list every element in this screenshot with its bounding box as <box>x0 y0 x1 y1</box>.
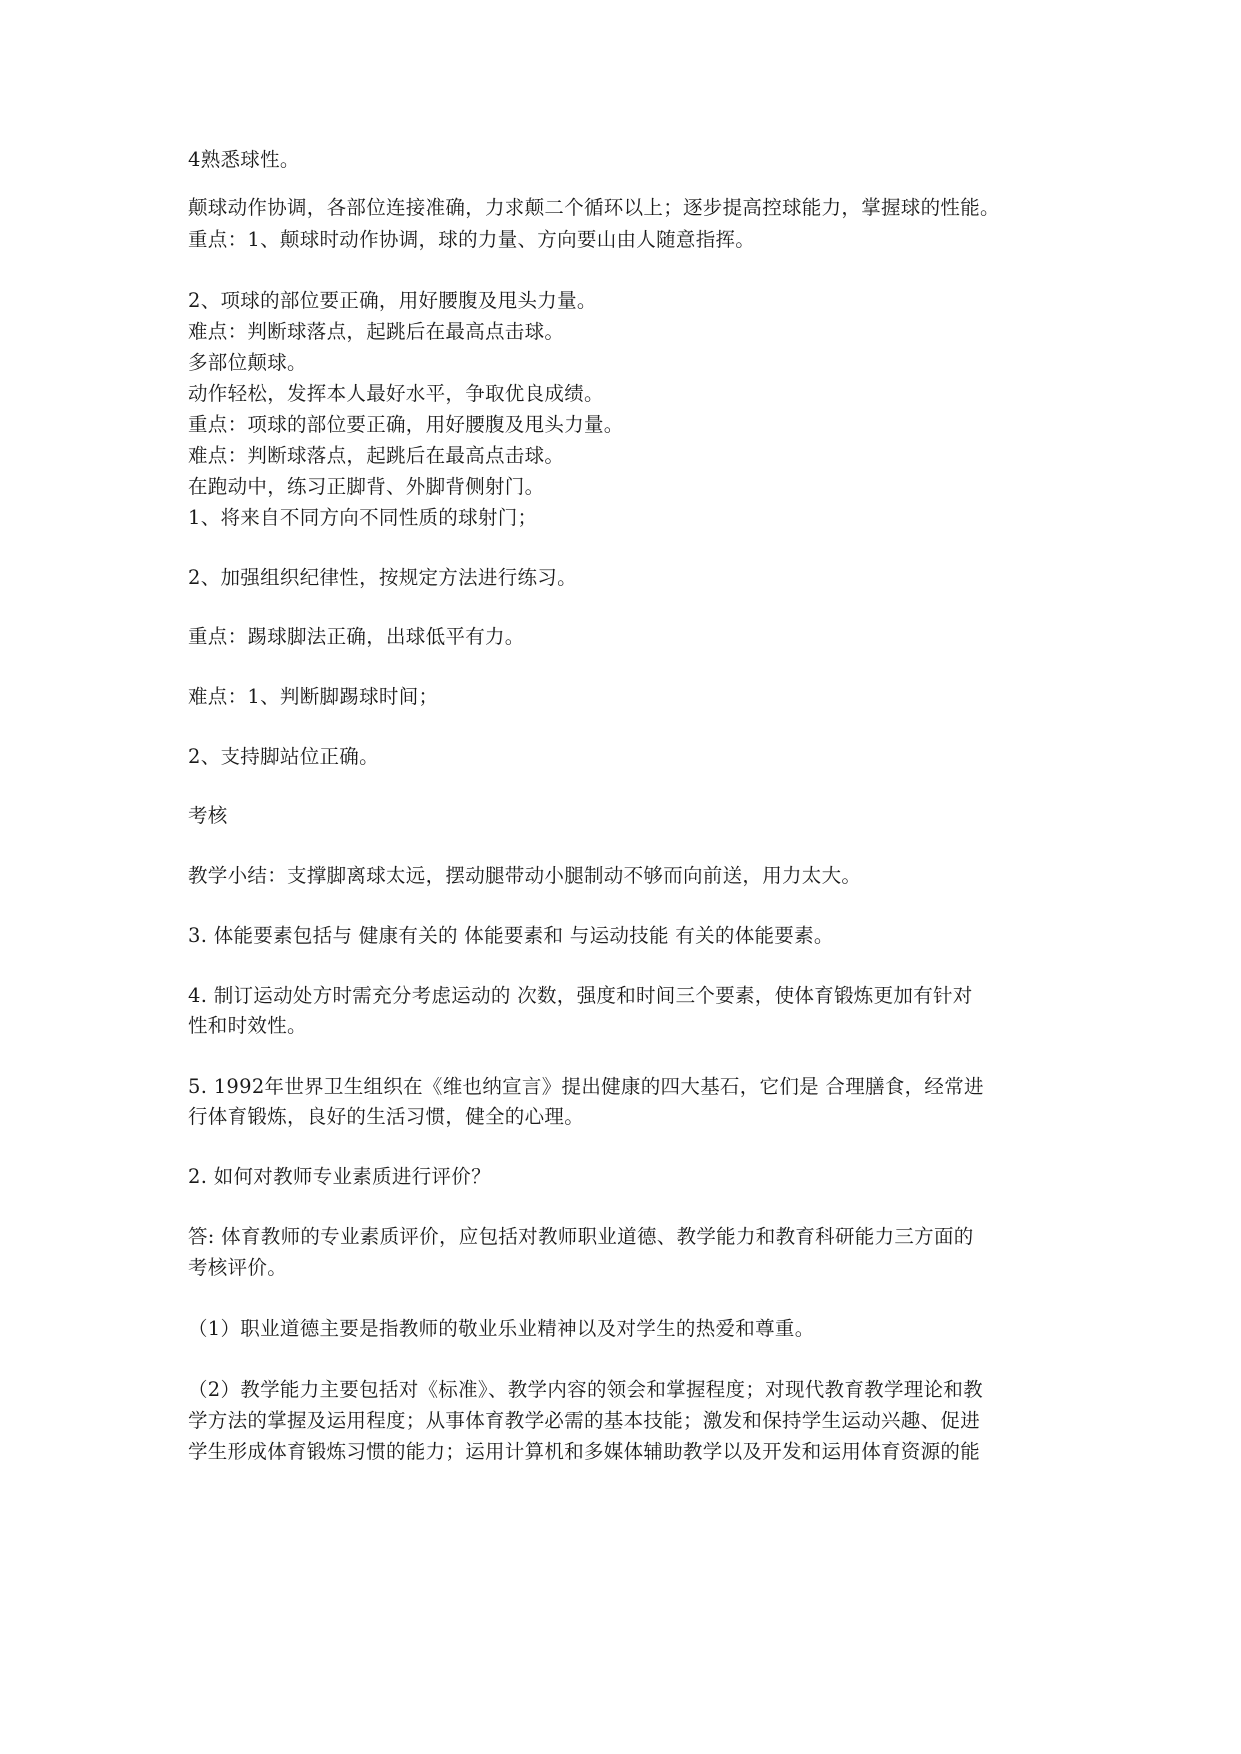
text-line: 5. 1992年世界卫生组织在《维也纳宣言》提出健康的四大基石，它们是 合理膳食，经常进 <box>188 1075 984 1098</box>
text-line: 2、加强组织纪律性，按规定方法进行练习。 <box>188 566 577 589</box>
text-line: 2、支持脚站位正确。 <box>188 745 379 768</box>
text-line: 行体育锻炼，良好的生活习惯，健全的心理。 <box>188 1105 585 1128</box>
text-line: 性和时效性。 <box>188 1014 307 1037</box>
text-line: 2、项球的部位要正确，用好腰腹及甩头力量。 <box>188 289 597 312</box>
text-line: 2. 如何对教师专业素质进行评价？ <box>188 1165 491 1188</box>
text-line: 在跑动中，练习正脚背、外脚背侧射门。 <box>188 475 545 498</box>
text-line: 颠球动作协调，各部位连接准确，力求颠二个循环以上；逐步提高控球能力，掌握球的性能。 <box>188 196 1000 219</box>
text-line: 学生形成体育锻炼习惯的能力；运用计算机和多媒体辅助教学以及开发和运用体育资源的能 <box>188 1440 981 1463</box>
text-line: 教学小结：支撑脚离球太远，摆动腿带动小腿制动不够而向前送，用力太大。 <box>188 864 862 887</box>
text-line: （2）教学能力主要包括对《标准》、教学内容的领会和掌握程度；对现代教育教学理论和教 <box>188 1378 983 1401</box>
text-line: 难点：1、判断脚踢球时间； <box>188 685 439 708</box>
text-line: 难点：判断球落点，起跳后在最高点击球。 <box>188 444 565 467</box>
text-line: 多部位颠球。 <box>188 351 307 374</box>
text-line: 答: 体育教师的专业素质评价，应包括对教师职业道德、教学能力和教育科研能力三方面的 <box>188 1225 974 1248</box>
text-line: 重点：项球的部位要正确，用好腰腹及甩头力量。 <box>188 413 624 436</box>
text-line: 重点：1、颠球时动作协调，球的力量、方向要山由人随意指挥。 <box>188 228 756 251</box>
text-line: 学方法的掌握及运用程度；从事体育教学必需的基本技能；激发和保持学生运动兴趣、促进 <box>188 1409 981 1432</box>
text-line: 4熟悉球性。 <box>188 148 300 171</box>
text-line: 3. 体能要素包括与 健康有关的 体能要素和 与运动技能 有关的体能要素。 <box>188 924 834 947</box>
text-line: 考核 <box>188 804 228 827</box>
text-line: 1、将来自不同方向不同性质的球射门； <box>188 506 538 529</box>
text-line: 动作轻松，发挥本人最好水平，争取优良成绩。 <box>188 382 604 405</box>
text-line: （1）职业道德主要是指教师的敬业乐业精神以及对学生的热爱和尊重。 <box>188 1317 815 1340</box>
text-line: 考核评价。 <box>188 1256 288 1279</box>
text-line: 重点：踢球脚法正确，出球低平有力。 <box>188 625 525 648</box>
text-line: 4. 制订运动处方时需充分考虑运动的 次数，强度和时间三个要素，使体育锻炼更加有针对 <box>188 984 973 1007</box>
text-line: 难点：判断球落点，起跳后在最高点击球。 <box>188 320 565 343</box>
